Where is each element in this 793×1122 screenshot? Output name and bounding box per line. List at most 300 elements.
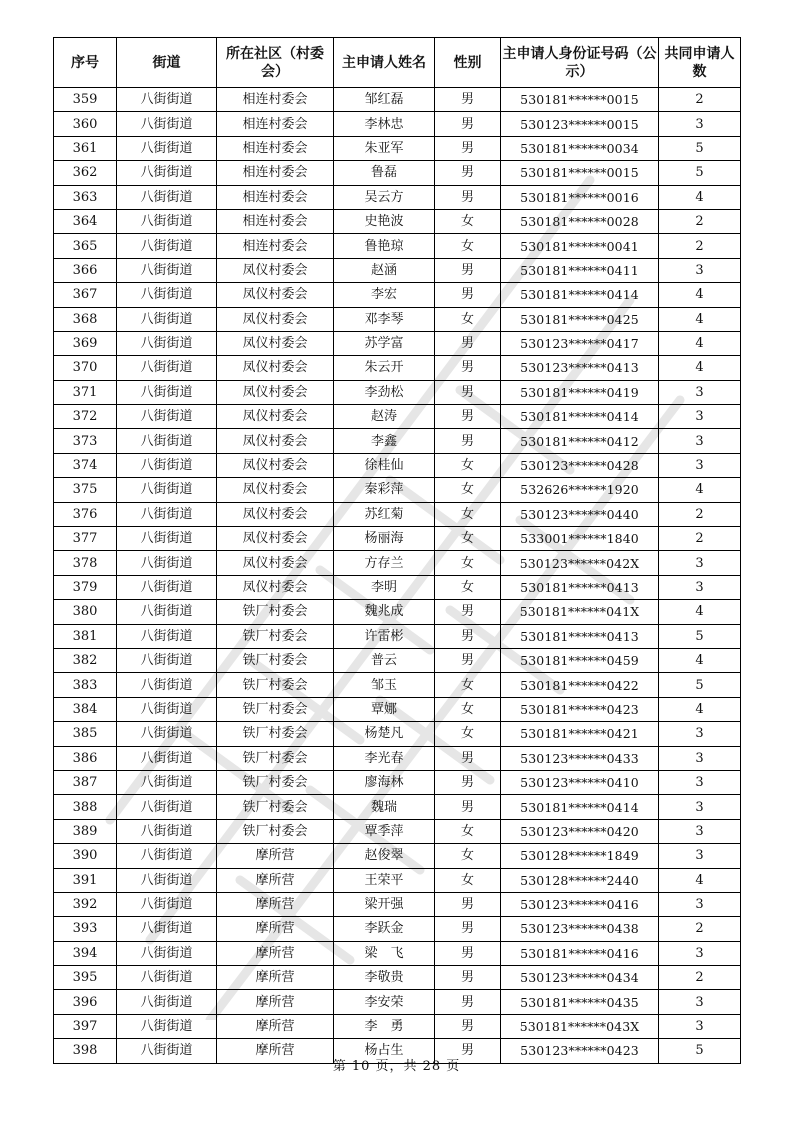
row-co-applicants: 5 [659, 624, 741, 648]
row-applicant-name: 李林忠 [334, 112, 435, 136]
row-index: 379 [54, 575, 117, 599]
row-street: 八街街道 [117, 234, 217, 258]
row-applicant-name: 邹红磊 [334, 88, 435, 112]
row-applicant-name: 鲁磊 [334, 161, 435, 185]
table-row [54, 185, 741, 209]
row-co-applicants: 3 [659, 746, 741, 770]
row-id-number: 530123******0434 [501, 966, 659, 990]
row-applicant-name: 覃娜 [334, 697, 435, 721]
table-row [54, 917, 741, 941]
row-community: 相连村委会 [217, 161, 334, 185]
row-applicant-name: 梁开强 [334, 892, 435, 916]
table-row [54, 819, 741, 843]
table-row [54, 746, 741, 770]
row-gender: 男 [435, 185, 501, 209]
row-street: 八街街道 [117, 209, 217, 233]
row-index: 383 [54, 673, 117, 697]
row-co-applicants: 4 [659, 307, 741, 331]
row-street: 八街街道 [117, 551, 217, 575]
row-gender: 女 [435, 868, 501, 892]
row-community: 凤仪村委会 [217, 380, 334, 404]
row-street: 八街街道 [117, 917, 217, 941]
row-index: 387 [54, 770, 117, 794]
row-co-applicants: 4 [659, 185, 741, 209]
header-index: 序号 [54, 38, 117, 88]
row-community: 凤仪村委会 [217, 331, 334, 355]
row-applicant-name: 吴云方 [334, 185, 435, 209]
row-applicant-name: 李劲松 [334, 380, 435, 404]
row-index: 371 [54, 380, 117, 404]
row-applicant-name: 邓李琴 [334, 307, 435, 331]
row-co-applicants: 3 [659, 551, 741, 575]
row-street: 八街街道 [117, 88, 217, 112]
row-gender: 女 [435, 453, 501, 477]
row-id-number: 530181******0413 [501, 575, 659, 599]
row-gender: 男 [435, 746, 501, 770]
row-community: 凤仪村委会 [217, 502, 334, 526]
row-applicant-name: 邹玉 [334, 673, 435, 697]
row-co-applicants: 5 [659, 136, 741, 160]
table-row [54, 892, 741, 916]
row-applicant-name: 普云 [334, 648, 435, 672]
row-co-applicants: 3 [659, 258, 741, 282]
row-gender: 男 [435, 600, 501, 624]
row-index: 390 [54, 844, 117, 868]
table-row [54, 697, 741, 721]
row-community: 凤仪村委会 [217, 453, 334, 477]
row-gender: 女 [435, 575, 501, 599]
row-gender: 女 [435, 502, 501, 526]
table-body [54, 88, 741, 1064]
table-row [54, 209, 741, 233]
row-community: 铁厂村委会 [217, 648, 334, 672]
table-row [54, 380, 741, 404]
row-id-number: 530181******0421 [501, 722, 659, 746]
row-id-number: 530181******0041 [501, 234, 659, 258]
row-community: 摩所营 [217, 844, 334, 868]
row-co-applicants: 3 [659, 453, 741, 477]
row-index: 389 [54, 819, 117, 843]
row-co-applicants: 4 [659, 648, 741, 672]
row-applicant-name: 李明 [334, 575, 435, 599]
row-id-number: 530181******041X [501, 600, 659, 624]
table-row [54, 770, 741, 794]
row-co-applicants: 3 [659, 112, 741, 136]
row-index: 375 [54, 478, 117, 502]
header-street: 街道 [117, 38, 217, 88]
row-index: 378 [54, 551, 117, 575]
row-id-number: 530181******0034 [501, 136, 659, 160]
table-row [54, 502, 741, 526]
row-index: 373 [54, 429, 117, 453]
table-row [54, 795, 741, 819]
row-applicant-name: 苏红菊 [334, 502, 435, 526]
row-applicant-name: 秦彩萍 [334, 478, 435, 502]
row-gender: 男 [435, 770, 501, 794]
table-row [54, 1014, 741, 1038]
row-street: 八街街道 [117, 819, 217, 843]
row-gender: 女 [435, 209, 501, 233]
row-gender: 男 [435, 990, 501, 1014]
row-gender: 男 [435, 648, 501, 672]
row-id-number: 530123******0417 [501, 331, 659, 355]
row-community: 铁厂村委会 [217, 722, 334, 746]
row-gender: 男 [435, 941, 501, 965]
table-row [54, 331, 741, 355]
row-co-applicants: 2 [659, 88, 741, 112]
row-applicant-name: 李光春 [334, 746, 435, 770]
row-gender: 男 [435, 380, 501, 404]
row-street: 八街街道 [117, 941, 217, 965]
row-applicant-name: 方存兰 [334, 551, 435, 575]
row-community: 摩所营 [217, 941, 334, 965]
row-community: 相连村委会 [217, 112, 334, 136]
row-id-number: 530181******0435 [501, 990, 659, 1014]
row-co-applicants: 3 [659, 380, 741, 404]
row-index: 367 [54, 283, 117, 307]
row-community: 摩所营 [217, 868, 334, 892]
row-id-number: 530181******0425 [501, 307, 659, 331]
row-applicant-name: 王荣平 [334, 868, 435, 892]
row-community: 铁厂村委会 [217, 697, 334, 721]
row-community: 相连村委会 [217, 234, 334, 258]
row-gender: 女 [435, 527, 501, 551]
row-index: 391 [54, 868, 117, 892]
row-street: 八街街道 [117, 136, 217, 160]
row-applicant-name: 廖海林 [334, 770, 435, 794]
row-id-number: 530128******1849 [501, 844, 659, 868]
row-co-applicants: 2 [659, 966, 741, 990]
row-id-number: 530181******0015 [501, 161, 659, 185]
row-community: 凤仪村委会 [217, 575, 334, 599]
table-row [54, 722, 741, 746]
row-co-applicants: 5 [659, 673, 741, 697]
row-gender: 女 [435, 307, 501, 331]
row-street: 八街街道 [117, 258, 217, 282]
row-street: 八街街道 [117, 161, 217, 185]
row-community: 凤仪村委会 [217, 307, 334, 331]
row-index: 359 [54, 88, 117, 112]
row-gender: 男 [435, 1014, 501, 1038]
row-co-applicants: 4 [659, 697, 741, 721]
row-id-number: 530181******0015 [501, 88, 659, 112]
row-street: 八街街道 [117, 673, 217, 697]
row-applicant-name: 朱亚军 [334, 136, 435, 160]
row-index: 376 [54, 502, 117, 526]
row-street: 八街街道 [117, 112, 217, 136]
table-row [54, 429, 741, 453]
row-co-applicants: 3 [659, 941, 741, 965]
row-community: 摩所营 [217, 1039, 334, 1063]
row-applicant-name: 赵涛 [334, 405, 435, 429]
row-co-applicants: 3 [659, 819, 741, 843]
row-co-applicants: 3 [659, 722, 741, 746]
table-row [54, 453, 741, 477]
row-street: 八街街道 [117, 502, 217, 526]
table-row [54, 234, 741, 258]
row-street: 八街街道 [117, 990, 217, 1014]
row-applicant-name: 杨占生 [334, 1039, 435, 1063]
row-id-number: 530128******2440 [501, 868, 659, 892]
row-id-number: 530181******0413 [501, 624, 659, 648]
row-community: 凤仪村委会 [217, 478, 334, 502]
row-community: 铁厂村委会 [217, 746, 334, 770]
row-applicant-name: 赵俊翠 [334, 844, 435, 868]
row-applicant-name: 苏学富 [334, 331, 435, 355]
row-gender: 女 [435, 844, 501, 868]
table-row [54, 283, 741, 307]
row-gender: 女 [435, 819, 501, 843]
row-applicant-name: 梁 飞 [334, 941, 435, 965]
row-index: 365 [54, 234, 117, 258]
row-co-applicants: 4 [659, 600, 741, 624]
row-gender: 男 [435, 795, 501, 819]
row-community: 凤仪村委会 [217, 356, 334, 380]
row-street: 八街街道 [117, 185, 217, 209]
row-index: 385 [54, 722, 117, 746]
row-id-number: 530181******0459 [501, 648, 659, 672]
row-co-applicants: 5 [659, 161, 741, 185]
row-co-applicants: 3 [659, 795, 741, 819]
row-street: 八街街道 [117, 600, 217, 624]
row-index: 395 [54, 966, 117, 990]
row-index: 386 [54, 746, 117, 770]
row-co-applicants: 4 [659, 356, 741, 380]
row-street: 八街街道 [117, 697, 217, 721]
row-street: 八街街道 [117, 307, 217, 331]
row-street: 八街街道 [117, 1014, 217, 1038]
row-index: 360 [54, 112, 117, 136]
row-co-applicants: 3 [659, 844, 741, 868]
row-co-applicants: 2 [659, 527, 741, 551]
row-id-number: 530123******0416 [501, 892, 659, 916]
row-co-applicants: 4 [659, 283, 741, 307]
row-id-number: 530181******0423 [501, 697, 659, 721]
row-index: 380 [54, 600, 117, 624]
table-row [54, 648, 741, 672]
row-gender: 男 [435, 624, 501, 648]
table-row [54, 844, 741, 868]
row-id-number: 530181******043X [501, 1014, 659, 1038]
row-community: 铁厂村委会 [217, 795, 334, 819]
table-row [54, 112, 741, 136]
row-gender: 男 [435, 283, 501, 307]
row-community: 凤仪村委会 [217, 405, 334, 429]
row-co-applicants: 3 [659, 405, 741, 429]
row-community: 相连村委会 [217, 88, 334, 112]
row-community: 铁厂村委会 [217, 770, 334, 794]
row-id-number: 530181******0016 [501, 185, 659, 209]
row-gender: 男 [435, 917, 501, 941]
row-index: 372 [54, 405, 117, 429]
row-index: 381 [54, 624, 117, 648]
row-applicant-name: 李安荣 [334, 990, 435, 1014]
row-id-number: 530123******0410 [501, 770, 659, 794]
applicant-table [53, 37, 741, 1064]
row-street: 八街街道 [117, 478, 217, 502]
row-gender: 男 [435, 112, 501, 136]
row-street: 八街街道 [117, 770, 217, 794]
row-co-applicants: 4 [659, 331, 741, 355]
row-gender: 男 [435, 136, 501, 160]
row-street: 八街街道 [117, 648, 217, 672]
row-id-number: 530181******0422 [501, 673, 659, 697]
row-co-applicants: 2 [659, 234, 741, 258]
row-street: 八街街道 [117, 844, 217, 868]
row-index: 396 [54, 990, 117, 1014]
row-street: 八街街道 [117, 405, 217, 429]
row-gender: 男 [435, 331, 501, 355]
row-gender: 男 [435, 405, 501, 429]
row-gender: 女 [435, 551, 501, 575]
table-row [54, 624, 741, 648]
table-row [54, 600, 741, 624]
row-street: 八街街道 [117, 746, 217, 770]
row-community: 凤仪村委会 [217, 429, 334, 453]
row-id-number: 530123******0413 [501, 356, 659, 380]
row-applicant-name: 李鑫 [334, 429, 435, 453]
row-id-number: 530123******0015 [501, 112, 659, 136]
row-index: 366 [54, 258, 117, 282]
row-index: 394 [54, 941, 117, 965]
row-gender: 男 [435, 88, 501, 112]
row-id-number: 532626******1920 [501, 478, 659, 502]
row-gender: 男 [435, 356, 501, 380]
row-co-applicants: 2 [659, 917, 741, 941]
row-street: 八街街道 [117, 356, 217, 380]
row-street: 八街街道 [117, 795, 217, 819]
row-gender: 男 [435, 258, 501, 282]
row-id-number: 530123******0420 [501, 819, 659, 843]
row-community: 凤仪村委会 [217, 258, 334, 282]
table-row [54, 136, 741, 160]
row-id-number: 530123******0438 [501, 917, 659, 941]
table-row [54, 966, 741, 990]
row-community: 铁厂村委会 [217, 624, 334, 648]
row-applicant-name: 李跃金 [334, 917, 435, 941]
row-applicant-name: 许雷彬 [334, 624, 435, 648]
row-gender: 女 [435, 722, 501, 746]
row-street: 八街街道 [117, 331, 217, 355]
row-index: 382 [54, 648, 117, 672]
row-co-applicants: 4 [659, 478, 741, 502]
row-gender: 男 [435, 161, 501, 185]
row-index: 370 [54, 356, 117, 380]
row-gender: 女 [435, 234, 501, 258]
row-co-applicants: 5 [659, 1039, 741, 1063]
row-applicant-name: 李敬贵 [334, 966, 435, 990]
page-number-footer: 第 10 页，共 28 页 [332, 1059, 461, 1074]
table-row [54, 673, 741, 697]
row-street: 八街街道 [117, 722, 217, 746]
table-row [54, 941, 741, 965]
row-index: 368 [54, 307, 117, 331]
row-id-number: 530123******0440 [501, 502, 659, 526]
row-street: 八街街道 [117, 527, 217, 551]
row-index: 362 [54, 161, 117, 185]
row-index: 388 [54, 795, 117, 819]
row-applicant-name: 杨楚凡 [334, 722, 435, 746]
table-row [54, 161, 741, 185]
row-community: 铁厂村委会 [217, 673, 334, 697]
header-gender: 性别 [435, 38, 501, 88]
row-street: 八街街道 [117, 966, 217, 990]
header-co-applicants: 共同申请人数 [659, 38, 741, 88]
row-community: 摩所营 [217, 1014, 334, 1038]
row-id-number: 530123******042X [501, 551, 659, 575]
row-co-applicants: 2 [659, 502, 741, 526]
row-community: 铁厂村委会 [217, 819, 334, 843]
row-gender: 女 [435, 697, 501, 721]
row-index: 361 [54, 136, 117, 160]
table-row [54, 575, 741, 599]
row-id-number: 530181******0416 [501, 941, 659, 965]
row-applicant-name: 鲁艳琼 [334, 234, 435, 258]
table-row [54, 868, 741, 892]
row-index: 392 [54, 892, 117, 916]
row-street: 八街街道 [117, 1039, 217, 1063]
row-index: 363 [54, 185, 117, 209]
row-co-applicants: 3 [659, 575, 741, 599]
row-index: 397 [54, 1014, 117, 1038]
row-id-number: 530181******0414 [501, 283, 659, 307]
row-applicant-name: 李 勇 [334, 1014, 435, 1038]
row-co-applicants: 3 [659, 429, 741, 453]
row-co-applicants: 4 [659, 868, 741, 892]
row-index: 384 [54, 697, 117, 721]
row-co-applicants: 3 [659, 990, 741, 1014]
row-gender: 男 [435, 966, 501, 990]
row-id-number: 530123******0433 [501, 746, 659, 770]
row-community: 摩所营 [217, 917, 334, 941]
row-gender: 男 [435, 1039, 501, 1063]
table-row [54, 307, 741, 331]
row-community: 摩所营 [217, 990, 334, 1014]
row-id-number: 530123******0423 [501, 1039, 659, 1063]
row-id-number: 530181******0412 [501, 429, 659, 453]
row-index: 393 [54, 917, 117, 941]
row-id-number: 530123******0428 [501, 453, 659, 477]
row-index: 374 [54, 453, 117, 477]
table-row [54, 551, 741, 575]
table-row [54, 990, 741, 1014]
row-applicant-name: 覃季萍 [334, 819, 435, 843]
row-community: 相连村委会 [217, 136, 334, 160]
row-street: 八街街道 [117, 868, 217, 892]
row-co-applicants: 3 [659, 1014, 741, 1038]
row-community: 凤仪村委会 [217, 527, 334, 551]
table-row [54, 527, 741, 551]
row-id-number: 533001******1840 [501, 527, 659, 551]
row-street: 八街街道 [117, 453, 217, 477]
header-applicant-name: 主申请人姓名 [334, 38, 435, 88]
row-gender: 男 [435, 892, 501, 916]
table-row [54, 405, 741, 429]
table-header-row [54, 38, 741, 88]
row-id-number: 530181******0414 [501, 795, 659, 819]
row-applicant-name: 朱云开 [334, 356, 435, 380]
row-applicant-name: 赵涵 [334, 258, 435, 282]
row-co-applicants: 2 [659, 209, 741, 233]
row-id-number: 530181******0028 [501, 209, 659, 233]
table-row [54, 88, 741, 112]
row-gender: 男 [435, 429, 501, 453]
row-street: 八街街道 [117, 283, 217, 307]
row-community: 铁厂村委会 [217, 600, 334, 624]
row-index: 398 [54, 1039, 117, 1063]
row-id-number: 530181******0419 [501, 380, 659, 404]
row-street: 八街街道 [117, 575, 217, 599]
